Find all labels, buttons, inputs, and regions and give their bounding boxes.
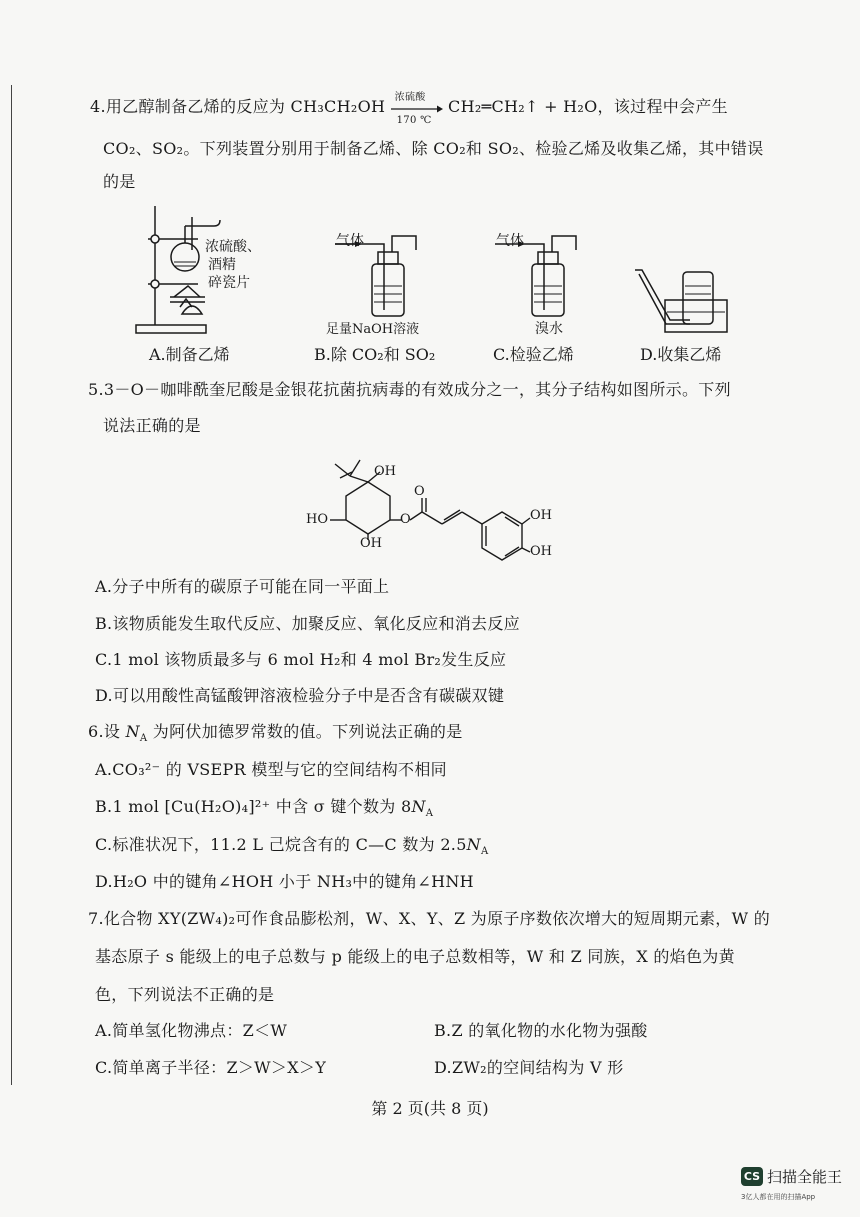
mol-oh-bottom: OH [360,536,382,551]
apparatus-d [635,270,727,332]
q7-line2: 基态原子 s 能级上的电子总数与 p 能级上的电子总数相等，W 和 Z 同族，X 的焰色为黄 [95,947,735,966]
q7-line3: 色，下列说法不正确的是 [95,985,275,1004]
q5-option-c: C.1 mol 该物质最多与 6 mol H₂和 4 mol Br₂发生反应 [95,650,507,669]
mol-ho-left: HO [306,512,328,527]
margin-rule [11,85,12,1085]
q6-option-c-text: C.标准状况下，11.2 L 己烷含有的 C—C 数为 2.5 [95,835,467,854]
apparatus-figure [130,202,750,340]
q4-option-b: B.除 CO₂和 SO₂ [314,345,436,364]
apparatus-a-liquid [174,262,196,266]
avogadro-subscript: A [480,846,489,858]
q4-option-c: C.检验乙烯 [493,345,574,364]
avogadro-symbol: N [466,835,481,854]
q6-option-b-text: B.1 mol [Cu(H₂O)₄]²⁺ 中含 σ 键个数为 8 [95,797,412,816]
avogadro-subscript: A [139,733,148,745]
label-naoh: 足量NaOH溶液 [326,322,420,337]
scanner-logo-tagline: 3亿人都在用的扫描App [741,1193,816,1201]
mol-oh-top: OH [374,464,396,479]
mol-oh-ring2: OH [530,544,552,559]
q4-line3: 的是 [103,172,136,191]
apparatus-b-liquid [374,286,402,302]
avogadro-subscript: A [425,808,434,820]
label-porcelain: 碎瓷片 [208,275,250,291]
scanner-logo-name: 扫描全能王 [767,1168,843,1186]
q5-line2: 说法正确的是 [103,416,201,435]
molecule-structure [300,448,570,568]
q4-line2: CO₂、SO₂。下列装置分别用于制备乙烯、除 CO₂和 SO₂、检验乙烯及收集乙烯，其中错误 [103,139,764,158]
q6-option-b [95,794,433,819]
q6-suffix: 为阿伏加德罗常数的值。下列说法正确的是 [147,722,463,741]
q5-option-b: B.该物质能发生取代反应、加聚反应、氧化反应和消去反应 [95,614,520,633]
page-number: 第 2 页(共 8 页) [371,1099,489,1118]
q5-option-a: A.分子中所有的碳原子可能在同一平面上 [95,577,390,596]
q4-line1 [90,91,728,126]
q6-option-c [95,832,489,857]
q7-option-d: D.ZW₂的空间结构为 V 形 [434,1058,624,1077]
q7-option-a: A.简单氢化物沸点：Z＜W [95,1021,288,1040]
q4-reactant: 4.用乙醇制备乙烯的反应为 CH₃CH₂OH [90,97,391,116]
arrow-condition-bottom: 170 ℃ [396,114,432,126]
apparatus-d-water [667,286,725,312]
arrow-line [391,104,443,114]
label-gas-b: 气体 [336,233,364,249]
reaction-arrow [391,91,443,126]
mol-carbonyl-o: O [414,484,425,499]
arrow-condition-top: 浓硫酸 [394,91,426,103]
q4-option-a: A.制备乙烯 [149,345,230,364]
q5-option-d: D.可以用酸性高锰酸钾溶液检验分子中是否含有碳碳双键 [95,686,505,705]
avogadro-symbol: N [411,797,426,816]
q6-prefix: 6.设 [88,722,126,741]
label-alcohol: 酒精 [208,257,236,273]
q4-option-d: D.收集乙烯 [640,345,722,364]
q6-option-d: D.H₂O 中的键角∠HOH 小于 NH₃中的键角∠HNH [95,872,474,891]
q7-option-c: C.简单离子半径：Z＞W＞X＞Y [95,1058,327,1077]
q7-option-b: B.Z 的氧化物的水化物为强酸 [434,1021,648,1040]
scanner-logo-badge: CS [741,1167,763,1186]
q5-line1: 5.3－O－咖啡酰奎尼酸是金银花抗菌抗病毒的有效成分之一，其分子结构如图所示。下列 [88,380,731,399]
apparatus-c-liquid [534,286,562,302]
label-acid-alcohol: 浓硫酸、 [205,239,261,255]
label-bromine-water: 溴水 [535,321,563,337]
q4-product: CH₂═CH₂↑ + H₂O，该过程中会产生 [448,97,728,116]
label-gas-c: 气体 [496,233,524,249]
avogadro-symbol: N [125,722,140,741]
q7-line1: 7.化合物 XY(ZW₄)₂可作食品膨松剂，W、X、Y、Z 为原子序数依次增大的短周期元素，W 的 [88,909,771,928]
q6-line1 [88,719,463,744]
mol-oh-ring1: OH [530,508,552,523]
mol-ester-o: O [400,512,411,527]
q6-option-a: A.CO₃²⁻ 的 VSEPR 模型与它的空间结构不相同 [95,760,447,779]
